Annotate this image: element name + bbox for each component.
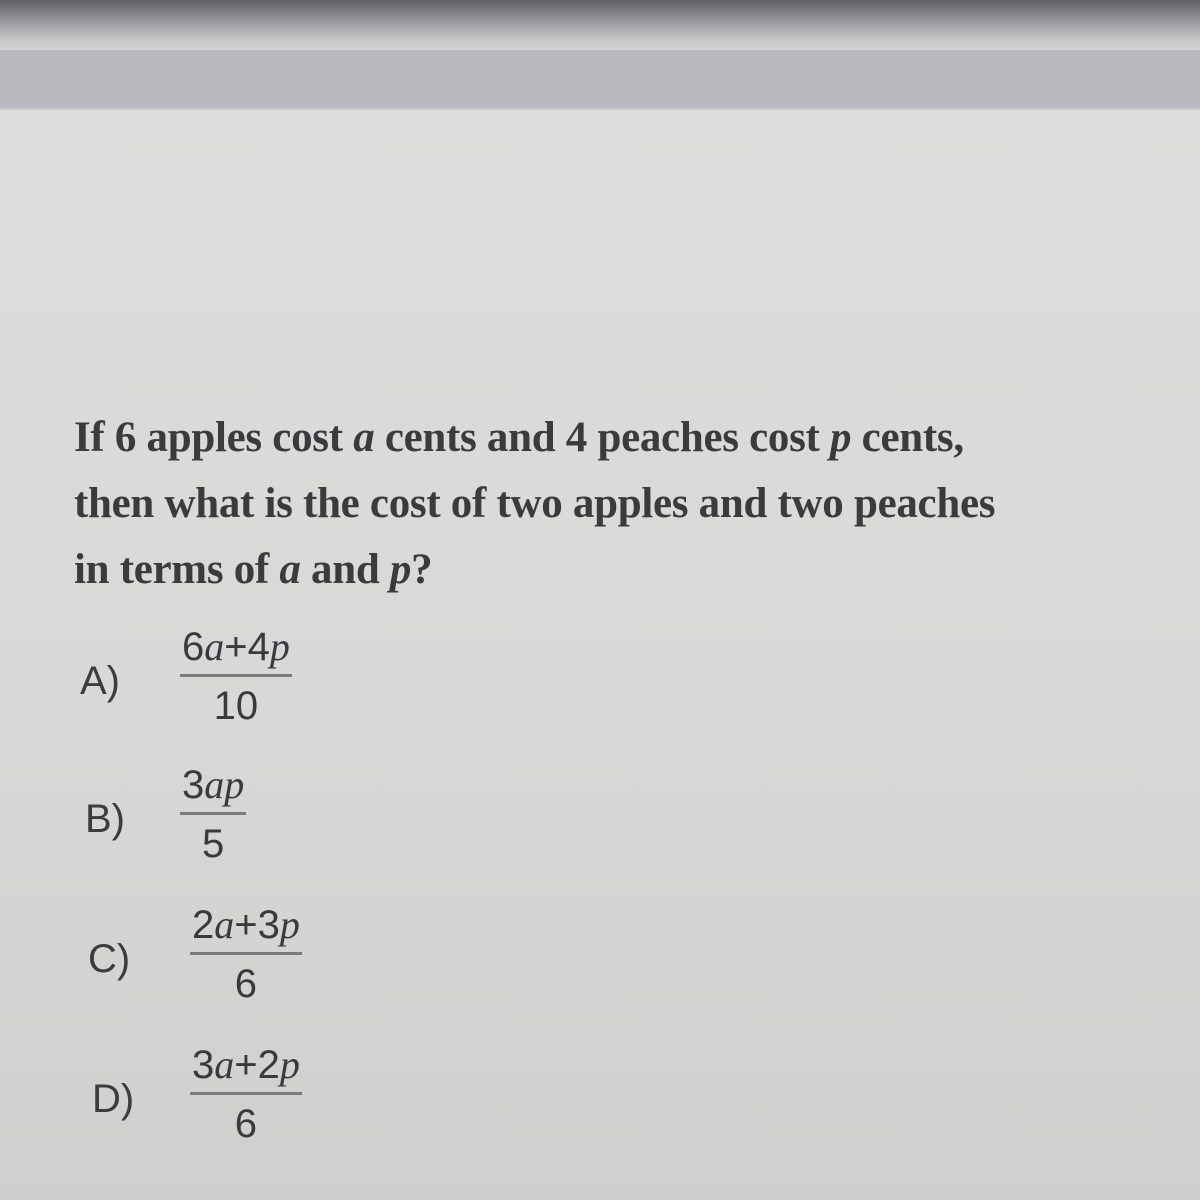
- fraction-numerator: 6a+4p: [182, 624, 290, 669]
- question-line-3: in terms of a and p?: [74, 546, 433, 593]
- choice-fraction: [180, 622, 292, 731]
- fraction-denominator: 5: [202, 822, 225, 866]
- choice-d[interactable]: [80, 1040, 440, 1160]
- question-line-2: then what is the cost of two apples and two peaches: [74, 480, 996, 527]
- choice-fraction: [190, 1040, 302, 1149]
- choice-letter: C): [88, 937, 131, 981]
- fraction-bar: [180, 812, 246, 815]
- math-variable: p: [279, 902, 300, 947]
- math-variable: a: [353, 414, 375, 461]
- math-variable: p: [269, 624, 290, 669]
- fraction-bar: [180, 674, 292, 677]
- fraction-denominator: 6: [234, 1102, 258, 1146]
- choice-b[interactable]: [80, 760, 440, 880]
- fraction-bar: [190, 952, 302, 955]
- choice-a[interactable]: [80, 622, 440, 742]
- fraction-numerator: 2a+3p: [192, 902, 300, 947]
- math-variable: p: [279, 1042, 300, 1087]
- top-edge: [0, 0, 1200, 50]
- question-text: [74, 405, 1174, 603]
- header-bar: [0, 50, 1200, 110]
- fraction-numerator: 3ap: [182, 762, 245, 807]
- choice-letter: A): [80, 659, 120, 703]
- fraction-bar: [190, 1092, 302, 1095]
- choice-letter: B): [85, 797, 125, 841]
- math-variable: a: [204, 624, 225, 669]
- math-variable: p: [224, 762, 245, 807]
- math-variable: a: [204, 762, 225, 807]
- choice-c[interactable]: [80, 900, 440, 1020]
- fraction-denominator: 10: [213, 684, 259, 728]
- fraction-numerator: 3a+2p: [192, 1042, 300, 1087]
- fraction-denominator: 6: [234, 962, 258, 1006]
- choice-fraction: [190, 900, 302, 1009]
- math-variable: a: [279, 546, 301, 593]
- math-variable: p: [389, 546, 412, 593]
- question-line-1: If 6 apples cost a cents and 4 peaches cost p cents,: [74, 414, 964, 461]
- choice-fraction: [180, 760, 246, 869]
- math-variable: a: [214, 1042, 235, 1087]
- math-variable: a: [214, 902, 235, 947]
- choice-letter: D): [92, 1077, 135, 1121]
- math-variable: p: [830, 414, 852, 461]
